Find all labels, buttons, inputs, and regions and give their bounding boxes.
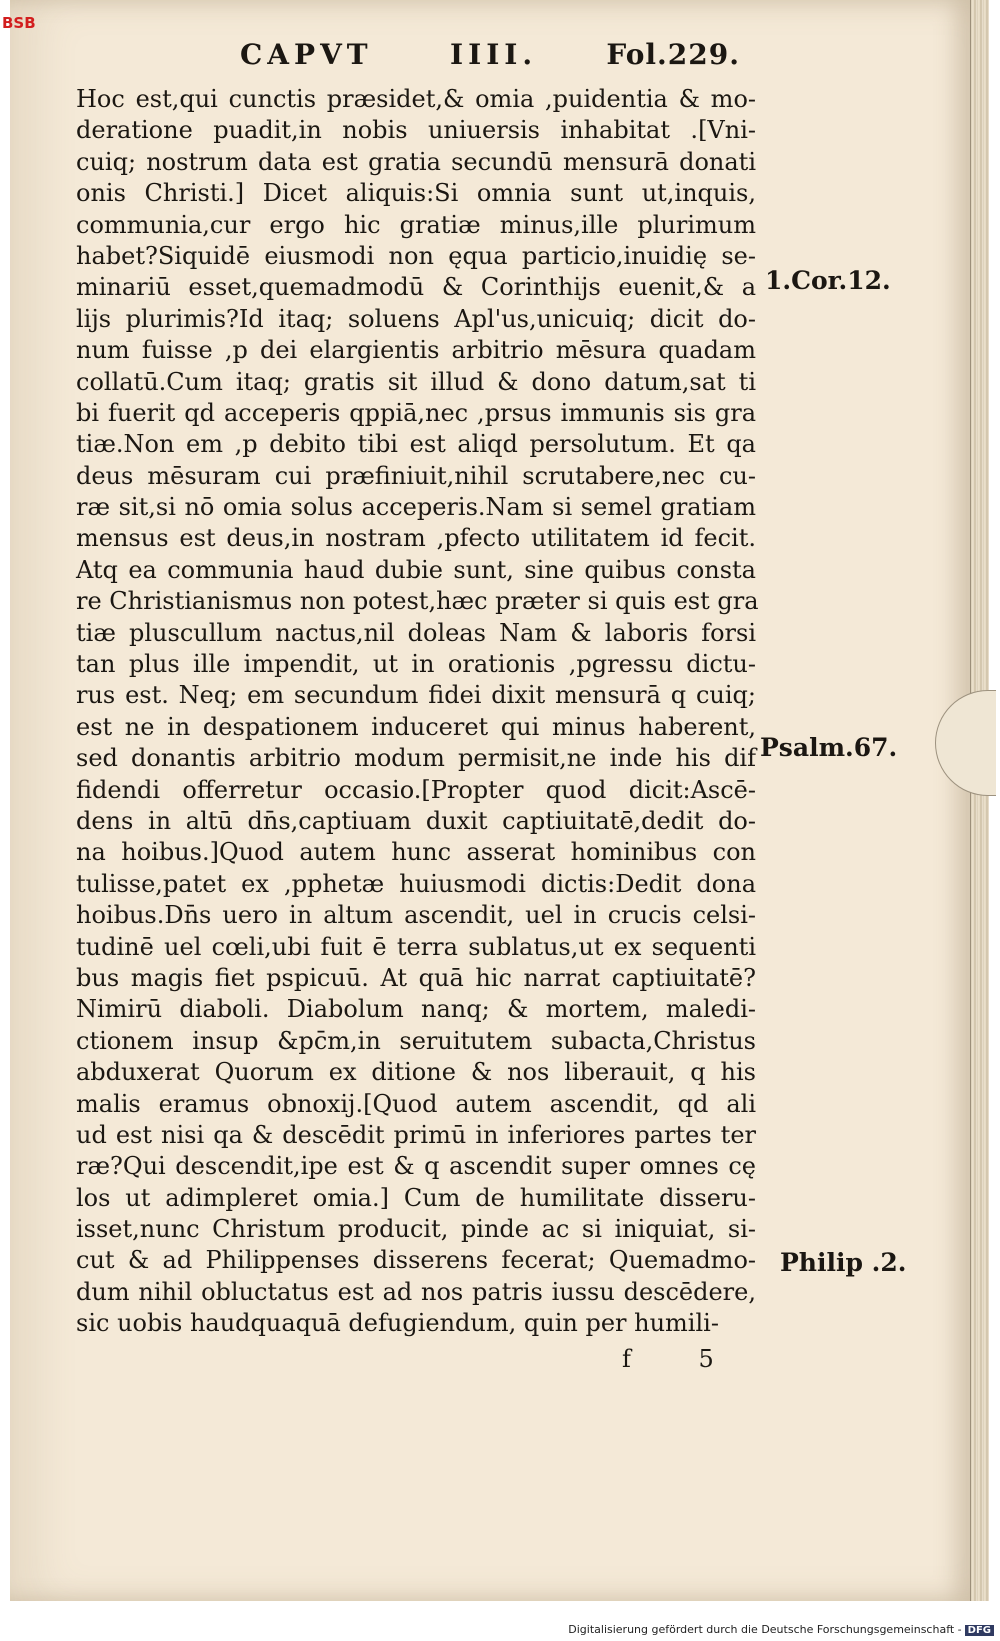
text-line: minariū esset,quemadmodū & Corinthijs euenit,& a <box>76 273 756 302</box>
text-line: collatū.Cum itaq; gratis sit illud & dono datum,sat ti <box>76 367 756 396</box>
text-line: num fuisse ,p dei elargientis arbitrio mēsura quadam <box>76 336 756 365</box>
text-line: rus est. Neq; em secundum fidei dixit mensurā q cuiq; <box>76 681 756 710</box>
text-line: ctionem insup &pc̄m,in seruitutem subacta,Christus <box>76 1026 756 1055</box>
running-header <box>240 38 740 78</box>
body-text <box>76 84 759 1340</box>
text-line: deratione puadit,in nobis uniuersis inhabitat .[Vni- <box>76 116 756 145</box>
text-line: hoibus.Dn̄s uero in altum ascendit, uel in crucis celsi- <box>76 901 756 930</box>
text-line: malis eramus obnoxij.[Quod autem ascendit, qd ali <box>76 1089 756 1118</box>
margin-note-psalm: Psalm.67. <box>760 733 898 762</box>
text-line: habet?Siquidē eiusmodi non ęqua particio,inuidię se- <box>76 241 756 270</box>
text-line: bi fuerit qd acceperis qppiā,nec ,prsus immunis sis gra <box>76 398 756 427</box>
text-line: tiæ.Non em ,p debito tibi est aliqd persolutum. Et qa <box>76 430 756 459</box>
signature-mark: f 5 <box>622 1345 744 1373</box>
header-title: CAPVT <box>240 38 373 71</box>
text-line: dens in altū dn̄s,captiuam duxit captiuitatē,dedit do- <box>76 806 756 835</box>
text-line: communia,cur ergo hic gratiæ minus,ille plurimum <box>76 210 756 239</box>
dfg-logo: DFG <box>965 1625 994 1636</box>
text-line: onis Christi.] Dicet aliquis:Si omnia sunt ut,inquis, <box>76 179 756 208</box>
text-line: tiæ pluscullum nactus,nil doleas Nam & laboris forsi <box>76 618 756 647</box>
text-line: tudinē uel cœli,ubi fuit ē terra sublatus,ut ex sequenti <box>76 932 756 961</box>
text-line: cuiq; nostrum data est gratia secundū mensurā donati <box>76 147 756 176</box>
text-line: sed donantis arbitrio modum permisit,ne inde his dif <box>76 744 756 773</box>
text-line: lijs plurimis?Id itaq; soluens Apl'us,unicuiq; dicit do- <box>76 304 756 333</box>
digitization-footer <box>568 1623 994 1636</box>
text-line: cut & ad Philippenses disserens fecerat; Quemadmo- <box>76 1246 756 1275</box>
margin-note-corinthians: 1.Cor.12. <box>765 266 891 295</box>
text-line: isset,nunc Christum producit, pinde ac si iniquiat, si- <box>76 1215 756 1244</box>
text-line: Nimirū diaboli. Diabolum nanq; & mortem, maledi- <box>76 995 756 1024</box>
text-line: abduxerat Quorum ex ditione & nos liberauit, q his <box>76 1058 756 1087</box>
text-line: bus magis fiet pspicuū. At quā hic narrat captiuitatē? <box>76 963 756 992</box>
margin-note-philippians: Philip .2. <box>780 1248 907 1277</box>
footer-text: Digitalisierung gefördert durch die Deutsche Forschungsgemeinschaft - <box>568 1623 962 1636</box>
text-line: est ne in despationem induceret qui minus haberent, <box>76 712 756 741</box>
text-line: fidendi offerretur occasio.[Propter quod dicit:Ascē- <box>76 775 756 804</box>
text-line: na hoibus.]Quod autem hunc asserat hominibus con <box>76 838 756 867</box>
text-line: tan plus ille impendit, ut in orationis ,pgressu dictu- <box>76 650 756 679</box>
text-line: dum nihil obluctatus est ad nos patris iussu descēdere, <box>76 1277 756 1306</box>
page-edge <box>970 0 989 1601</box>
text-line: Hoc est,qui cunctis præsidet,& omia ,puidentia & mo- <box>76 85 756 113</box>
text-line: sic uobis haudquaquā defugiendum, quin per humili- <box>76 1309 719 1338</box>
text-line: tulisse,patet ex ,pphetæ huiusmodi dictis:Dedit dona <box>76 869 756 898</box>
library-mark: BSB <box>2 14 36 32</box>
text-line: ud est nisi qa & descēdit primū in inferiores partes ter <box>76 1120 756 1149</box>
text-line: deus mēsuram cui præfiniuit,nihil scrutabere,nec cu- <box>76 461 756 490</box>
text-line: re Christianismus non potest,hæc præter si quis est gra <box>76 587 759 616</box>
text-line: los ut adimpleret omia.] Cum de humilitate disseru- <box>76 1183 756 1212</box>
text-line: ræ sit,si nō omia solus acceperis.Nam si semel gratiam <box>76 493 756 522</box>
text-line: ræ?Qui descendit,ipe est & q ascendit super omnes cę <box>76 1152 756 1181</box>
header-chapter: IIII. <box>450 38 538 71</box>
text-line: mensus est deus,in nostram ,pfecto utilitatem id fecit. <box>76 524 756 553</box>
folio-number: Fol.229. <box>606 38 740 71</box>
text-line: Atq ea communia haud dubie sunt, sine quibus consta <box>76 555 756 584</box>
